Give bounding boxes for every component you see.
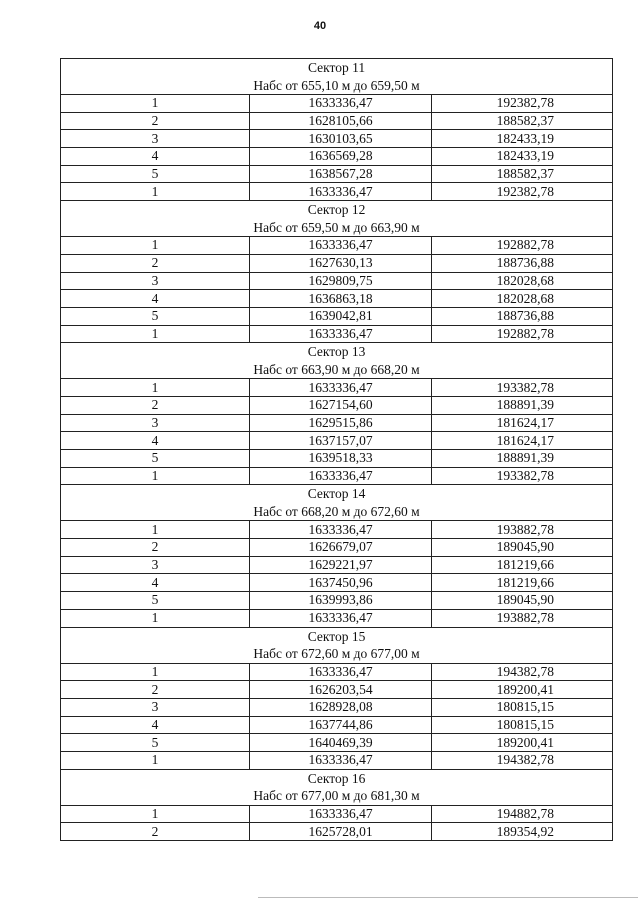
y-coordinate-cell: 181624,17 [432, 432, 613, 450]
point-number-cell: 2 [61, 539, 250, 557]
x-coordinate-cell: 1636863,18 [250, 290, 432, 308]
point-number-cell: 2 [61, 396, 250, 414]
point-number-cell: 1 [61, 663, 250, 681]
y-coordinate-cell: 194382,78 [432, 663, 613, 681]
y-coordinate-cell: 181219,66 [432, 574, 613, 592]
x-coordinate-cell: 1629221,97 [250, 556, 432, 574]
table-row [61, 396, 613, 414]
x-coordinate-cell: 1639993,86 [250, 592, 432, 610]
sector-altitude-range: Набс от 672,60 м до 677,00 м [253, 646, 420, 661]
table-row [61, 698, 613, 716]
point-number-cell: 1 [61, 521, 250, 539]
point-number-cell: 4 [61, 148, 250, 166]
sector-header [61, 59, 613, 95]
x-coordinate-cell: 1636569,28 [250, 148, 432, 166]
point-number-cell: 3 [61, 414, 250, 432]
sector-title: Сектор 15 [307, 628, 366, 644]
x-coordinate-cell: 1626679,07 [250, 539, 432, 557]
page-number: 40 [313, 20, 327, 32]
point-number-cell: 2 [61, 112, 250, 130]
point-number-cell: 1 [61, 805, 250, 823]
table-row [61, 663, 613, 681]
x-coordinate-cell: 1633336,47 [250, 805, 432, 823]
x-coordinate-cell: 1628105,66 [250, 112, 432, 130]
x-coordinate-cell: 1633336,47 [250, 237, 432, 255]
y-coordinate-cell: 188736,88 [432, 254, 613, 272]
point-number-cell: 4 [61, 432, 250, 450]
y-coordinate-cell: 189045,90 [432, 592, 613, 610]
sector-header [61, 201, 613, 237]
table-row [61, 556, 613, 574]
table-row [61, 716, 613, 734]
table-row [61, 414, 613, 432]
point-number-cell: 2 [61, 254, 250, 272]
sector-title: Сектор 14 [307, 486, 366, 502]
y-coordinate-cell: 181624,17 [432, 414, 613, 432]
x-coordinate-cell: 1633336,47 [250, 609, 432, 627]
table-row [61, 521, 613, 539]
point-number-cell: 4 [61, 716, 250, 734]
table-row [61, 95, 613, 113]
point-number-cell: 1 [61, 609, 250, 627]
point-number-cell: 4 [61, 574, 250, 592]
table-row [61, 237, 613, 255]
x-coordinate-cell: 1633336,47 [250, 183, 432, 201]
sector-header [61, 343, 613, 379]
y-coordinate-cell: 189200,41 [432, 734, 613, 752]
y-coordinate-cell: 193882,78 [432, 609, 613, 627]
point-number-cell: 1 [61, 751, 250, 769]
table-row [61, 307, 613, 325]
table-row [61, 379, 613, 397]
sector-altitude-range: Набс от 668,20 м до 672,60 м [253, 503, 420, 519]
x-coordinate-cell: 1640469,39 [250, 734, 432, 752]
table-row [61, 325, 613, 343]
sector-header-row [61, 627, 613, 663]
y-coordinate-cell: 193882,78 [432, 521, 613, 539]
point-number-cell: 1 [61, 183, 250, 201]
y-coordinate-cell: 192882,78 [432, 237, 613, 255]
table-row [61, 254, 613, 272]
x-coordinate-cell: 1637744,86 [250, 716, 432, 734]
page-edge-line [258, 897, 638, 898]
x-coordinate-cell: 1628928,08 [250, 698, 432, 716]
sector-altitude-range: Набс от 659,50 м до 663,90 м [253, 219, 420, 235]
point-number-cell: 3 [61, 698, 250, 716]
table-row [61, 450, 613, 468]
y-coordinate-cell: 192382,78 [432, 95, 613, 113]
y-coordinate-cell: 180815,15 [432, 698, 613, 716]
point-number-cell: 5 [61, 307, 250, 325]
point-number-cell: 1 [61, 325, 250, 343]
sector-header-row [61, 485, 613, 521]
table-row [61, 165, 613, 183]
y-coordinate-cell: 194882,78 [432, 805, 613, 823]
x-coordinate-cell: 1629515,86 [250, 414, 432, 432]
sector-title: Сектор 13 [307, 344, 366, 360]
point-number-cell: 5 [61, 165, 250, 183]
coordinates-table [60, 58, 613, 841]
x-coordinate-cell: 1625728,01 [250, 823, 432, 841]
point-number-cell: 5 [61, 450, 250, 468]
x-coordinate-cell: 1633336,47 [250, 95, 432, 113]
point-number-cell: 1 [61, 467, 250, 485]
y-coordinate-cell: 193382,78 [432, 467, 613, 485]
point-number-cell: 2 [61, 823, 250, 841]
point-number-cell: 3 [61, 272, 250, 290]
point-number-cell: 1 [61, 237, 250, 255]
y-coordinate-cell: 188891,39 [432, 396, 613, 414]
point-number-cell: 3 [61, 130, 250, 148]
sector-header-row [61, 201, 613, 237]
y-coordinate-cell: 189200,41 [432, 681, 613, 699]
point-number-cell: 4 [61, 290, 250, 308]
y-coordinate-cell: 182433,19 [432, 148, 613, 166]
point-number-cell: 3 [61, 556, 250, 574]
table-row [61, 751, 613, 769]
x-coordinate-cell: 1627154,60 [250, 396, 432, 414]
x-coordinate-cell: 1633336,47 [250, 325, 432, 343]
x-coordinate-cell: 1633336,47 [250, 521, 432, 539]
y-coordinate-cell: 189354,92 [432, 823, 613, 841]
point-number-cell: 1 [61, 379, 250, 397]
x-coordinate-cell: 1627630,13 [250, 254, 432, 272]
table-row [61, 681, 613, 699]
y-coordinate-cell: 188891,39 [432, 450, 613, 468]
y-coordinate-cell: 182028,68 [432, 272, 613, 290]
y-coordinate-cell: 193382,78 [432, 379, 613, 397]
x-coordinate-cell: 1630103,65 [250, 130, 432, 148]
y-coordinate-cell: 192882,78 [432, 325, 613, 343]
table-row [61, 539, 613, 557]
sector-altitude-range: Набс от 663,90 м до 668,20 м [253, 361, 420, 377]
table-row [61, 574, 613, 592]
point-number-cell: 5 [61, 592, 250, 610]
x-coordinate-cell: 1639518,33 [250, 450, 432, 468]
table-row [61, 432, 613, 450]
point-number-cell: 2 [61, 681, 250, 699]
x-coordinate-cell: 1633336,47 [250, 379, 432, 397]
x-coordinate-cell: 1629809,75 [250, 272, 432, 290]
table-row [61, 592, 613, 610]
sector-header-row [61, 343, 613, 379]
x-coordinate-cell: 1633336,47 [250, 663, 432, 681]
y-coordinate-cell: 181219,66 [432, 556, 613, 574]
sector-header [61, 627, 613, 663]
x-coordinate-cell: 1626203,54 [250, 681, 432, 699]
sector-header [61, 769, 613, 805]
x-coordinate-cell: 1633336,47 [250, 751, 432, 769]
table-row [61, 290, 613, 308]
y-coordinate-cell: 194382,78 [432, 751, 613, 769]
x-coordinate-cell: 1633336,47 [250, 467, 432, 485]
y-coordinate-cell: 182433,19 [432, 130, 613, 148]
y-coordinate-cell: 180815,15 [432, 716, 613, 734]
table-row [61, 183, 613, 201]
x-coordinate-cell: 1637157,07 [250, 432, 432, 450]
table-row [61, 805, 613, 823]
x-coordinate-cell: 1637450,96 [250, 574, 432, 592]
x-coordinate-cell: 1638567,28 [250, 165, 432, 183]
sector-header-row [61, 59, 613, 95]
y-coordinate-cell: 189045,90 [432, 539, 613, 557]
y-coordinate-cell: 192382,78 [432, 183, 613, 201]
y-coordinate-cell: 188582,37 [432, 165, 613, 183]
table-row [61, 467, 613, 485]
sector-altitude-range: Набс от 655,10 м до 659,50 м [253, 77, 420, 93]
table-row [61, 272, 613, 290]
sector-title: Сектор 11 [307, 60, 366, 75]
table-row [61, 148, 613, 166]
sector-altitude-range: Набс от 677,00 м до 681,30 м [253, 788, 420, 804]
table-row [61, 734, 613, 752]
point-number-cell: 5 [61, 734, 250, 752]
table-row [61, 112, 613, 130]
point-number-cell: 1 [61, 95, 250, 113]
sector-header [61, 485, 613, 521]
table-row [61, 609, 613, 627]
sector-title: Сектор 16 [307, 770, 366, 786]
y-coordinate-cell: 188582,37 [432, 112, 613, 130]
table-row [61, 823, 613, 841]
sector-title: Сектор 12 [307, 202, 366, 218]
y-coordinate-cell: 188736,88 [432, 307, 613, 325]
sector-header-row [61, 769, 613, 805]
table-row [61, 130, 613, 148]
y-coordinate-cell: 182028,68 [432, 290, 613, 308]
x-coordinate-cell: 1639042,81 [250, 307, 432, 325]
